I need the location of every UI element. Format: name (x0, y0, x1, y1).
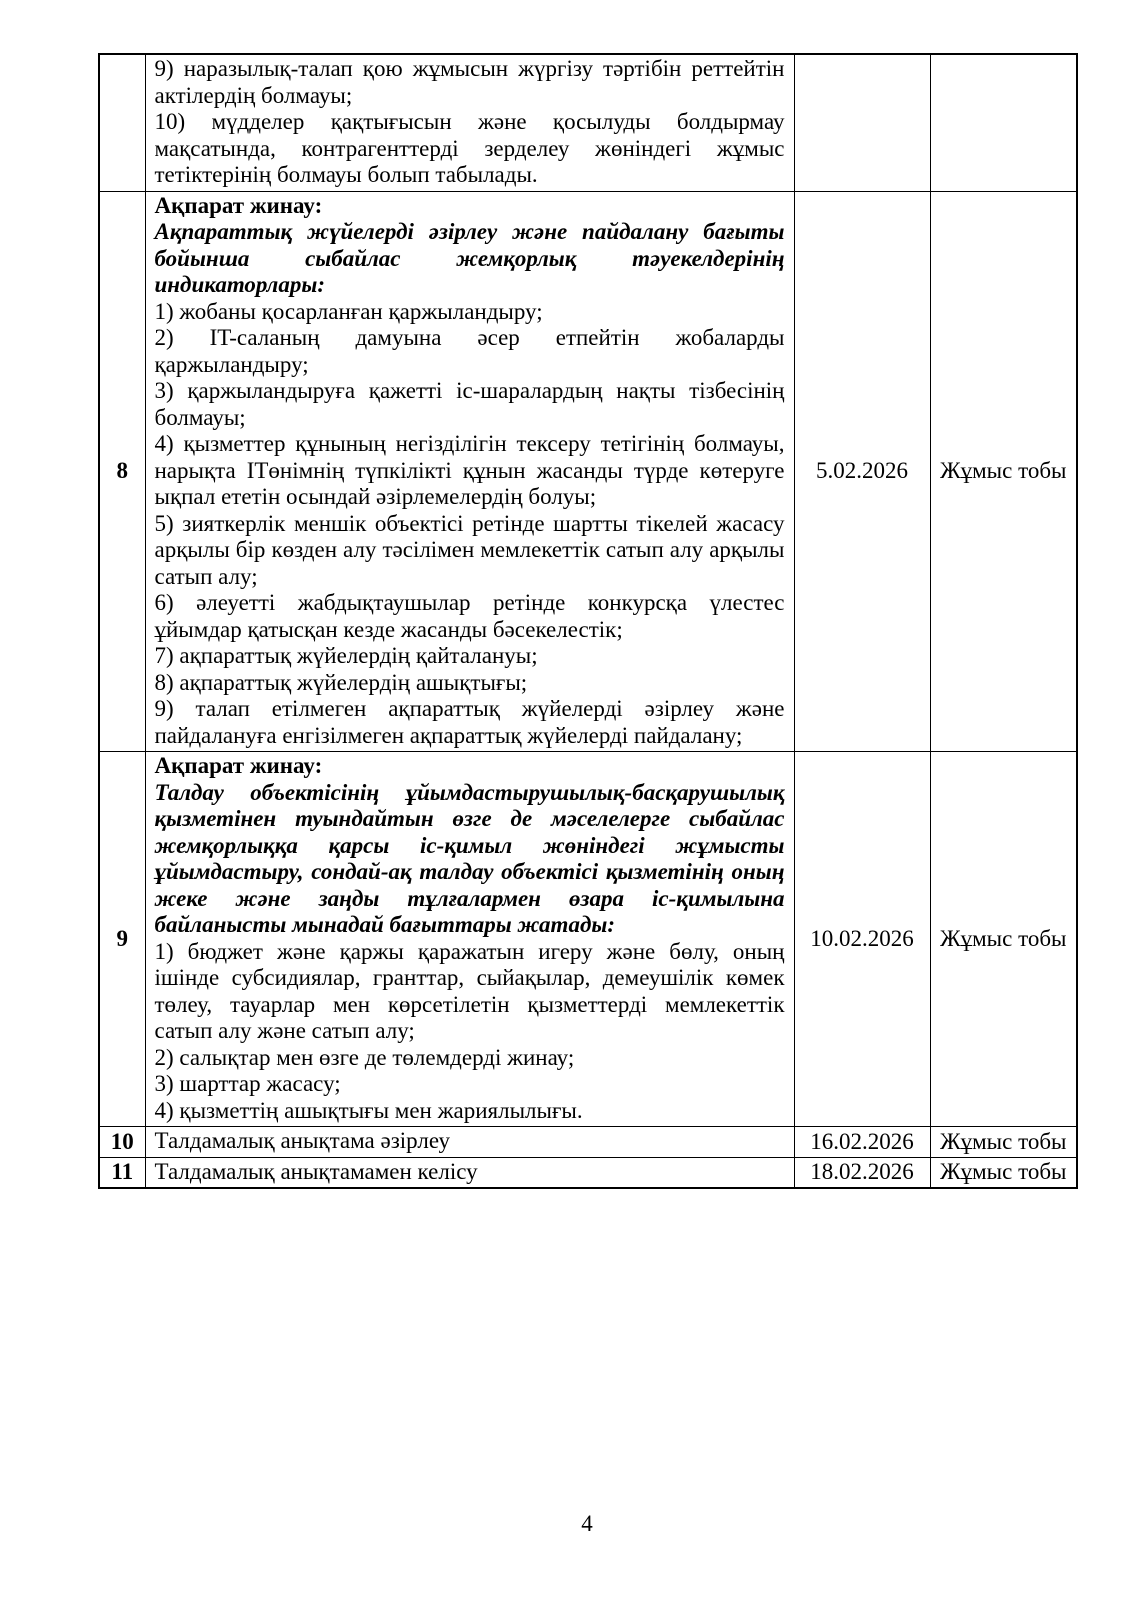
cell-paragraph: 6) әлеуетті жабдықтаушылар ретінде конкурсқа үлестес ұйымдар қатысқан кезде жасанды бәсекелестік; (154, 590, 785, 642)
cell-paragraph: 10) мүдделер қақтығысын және қосылуды болдырмау мақсатында, контрагенттерді зерделеу жөніндегі жұмыс тетіктерінің болмауы болып табылады. (154, 109, 785, 187)
cell-paragraph: 9) наразылық-талап қою жұмысын жүргізу тәртібін реттейтін актілердің болмауы; (154, 56, 785, 108)
cell-paragraph: 2) IT-саланың дамуына әсер етпейтін жобаларды қаржыландыру; (154, 325, 785, 377)
table-row (99, 752, 1077, 1127)
table-body (99, 54, 1077, 1188)
row-number-cell: 9 (99, 752, 145, 1127)
cell-paragraph: 5) зияткерлік меншік объектісі ретінде шартты тікелей жасасу арқылы бір көзден алу тәсілімен мемлекеттік сатып алу арқылы сатып алу; (154, 510, 785, 589)
cell-paragraph: 4) қызметтің ашықтығы мен жариялылығы. (154, 1097, 583, 1123)
date-cell: 5.02.2026 (794, 191, 930, 752)
activity-cell (145, 1127, 794, 1158)
cell-paragraph: Талдамалық анықтама әзірлеу (154, 1128, 450, 1153)
table-row (99, 1157, 1077, 1188)
cell-paragraph: 1) бюджет және қаржы қаражатын игеру және бөлу, оның ішінде субсидиялар, гранттар, сыйақылар, демеушілік көмек төлеу, тауарлар мен көрсетілетін қызметтерді мемлекеттік сатып алу және сатып алу; (154, 938, 785, 1043)
cell-paragraph: Талдау объектісінің ұйымдастырушылық-басқарушылық қызметінен туындайтын өзге де мәселелерге сыбайлас жемқорлыққа қарсы іс-қимыл жөніндегі жұмысты ұйымдастыру, сондай-ақ талдау объектісі қызметінің оның жеке және заңды тұлғалармен өзара іс-қимылына байланысты мынадай бағыттары жатады: (154, 779, 785, 937)
cell-paragraph: 7) ақпараттық жүйелердің қайталануы; (154, 643, 538, 668)
cell-paragraph: 2) салықтар мен өзге де төлемдерді жинау; (154, 1044, 575, 1070)
cell-paragraph: 3) қаржыландыруға қажетті іс-шаралардың нақты тізбесінің болмауы; (154, 378, 785, 430)
activity-cell (145, 1157, 794, 1188)
activity-cell (145, 752, 794, 1127)
row-number-cell: 10 (99, 1127, 145, 1158)
row-number-cell: 8 (99, 191, 145, 752)
table-row (99, 54, 1077, 191)
activity-cell (145, 54, 794, 191)
activity-cell (145, 191, 794, 752)
row-number-cell: 11 (99, 1157, 145, 1188)
page-number: 4 (581, 1511, 593, 1536)
cell-paragraph: 9) талап етілмеген ақпараттық жүйелерді әзірлеу және пайдалануға енгізілмеген ақпараттық жүйелерді пайдалану; (154, 696, 785, 748)
executor-cell: Жұмыс тобы (930, 1157, 1077, 1188)
date-cell: 10.02.2026 (794, 752, 930, 1127)
date-cell (794, 54, 930, 191)
table-row (99, 191, 1077, 752)
cell-paragraph: Ақпараттық жүйелерді әзірлеу және пайдалану бағыты бойынша сыбайлас жемқорлық тәуекелдерінің индикаторлары: (154, 219, 785, 297)
executor-cell: Жұмыс тобы (930, 1127, 1077, 1158)
executor-cell (930, 54, 1077, 191)
executor-cell: Жұмыс тобы (930, 752, 1077, 1127)
date-cell: 18.02.2026 (794, 1157, 930, 1188)
cell-paragraph: Ақпарат жинау: (154, 192, 323, 218)
cell-paragraph: 1) жобаны қосарланған қаржыландыру; (154, 298, 543, 324)
cell-paragraph: Талдамалық анықтамамен келісу (154, 1158, 478, 1184)
executor-cell: Жұмыс тобы (930, 191, 1077, 752)
table-row (99, 1127, 1077, 1158)
cell-paragraph: 4) қызметтер құнының негізділігін тексеру тетігінің болмауы, нарықта ITөнімнің түпкілікті құнын жасанды түрде көтеруге ықпал ететін осындай әзірлемелердің болуы; (154, 431, 785, 509)
row-number-cell (99, 54, 145, 191)
cell-paragraph: 3) шарттар жасасу; (154, 1071, 341, 1096)
cell-paragraph: 8) ақпараттық жүйелердің ашықтығы; (154, 669, 528, 695)
cell-paragraph: Ақпарат жинау: (154, 753, 323, 778)
action-plan-table (98, 53, 1078, 1189)
date-cell: 16.02.2026 (794, 1127, 930, 1158)
